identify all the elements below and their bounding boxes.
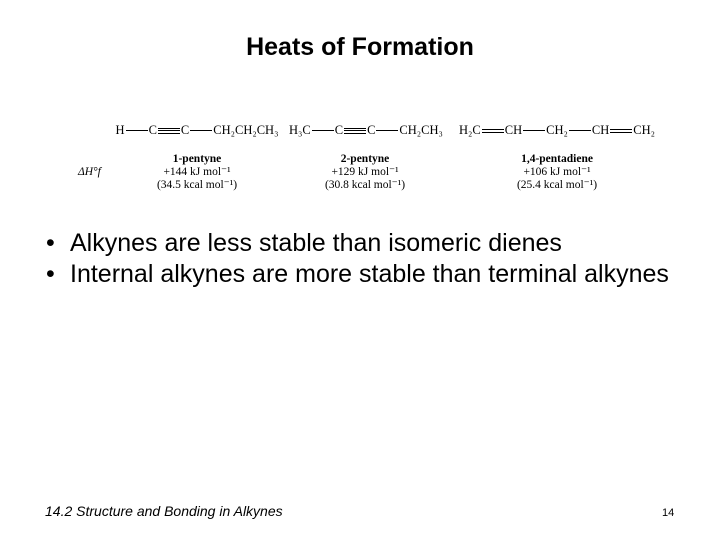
heats-of-formation-figure	[76, 124, 666, 202]
heat-kj: +129 kJ mol⁻¹	[331, 166, 399, 178]
bullet-list	[46, 228, 696, 290]
heat-kj: +106 kJ mol⁻¹	[523, 166, 591, 178]
formula-group: H₃C	[289, 123, 311, 137]
formula-group: C	[367, 123, 376, 137]
structural-formula	[289, 124, 441, 137]
formula-group: CH	[504, 123, 523, 137]
formula-group: CH₂CH₂CH₃	[213, 123, 279, 137]
bullet-text: Internal alkynes are more stable than terminal alkynes	[70, 260, 669, 288]
heat-kcal: (30.8 kcal mol⁻¹)	[324, 179, 406, 191]
compound-2-pentyne	[289, 124, 441, 192]
compound-name: 1-pentyne	[172, 153, 222, 165]
formula-group: CH	[591, 123, 610, 137]
page-number: 14	[662, 507, 675, 519]
bullet-dot: •	[46, 229, 55, 257]
structural-formula	[112, 124, 282, 137]
bullet-item	[46, 228, 696, 259]
formula-group: C	[180, 123, 190, 137]
slide-title: Heats of Formation	[246, 33, 474, 61]
heat-kj: +144 kJ mol⁻¹	[163, 166, 231, 178]
single-bond	[376, 128, 398, 134]
single-bond	[190, 128, 212, 134]
bullet-text: Alkynes are less stable than isomeric dienes	[70, 229, 562, 257]
heat-kcal: (25.4 kcal mol⁻¹)	[516, 179, 598, 191]
single-bond	[126, 128, 148, 134]
triple-bond	[344, 128, 366, 134]
triple-bond	[158, 128, 180, 134]
single-bond	[312, 128, 334, 134]
compound-1-4-pentadiene	[458, 124, 656, 192]
formula-group: H	[115, 123, 125, 137]
formula-group: C	[334, 123, 344, 137]
single-bond	[523, 128, 545, 134]
formula-group: H₂C	[459, 123, 481, 137]
bullet-dot: •	[46, 260, 55, 288]
compound-name: 2-pentyne	[340, 153, 390, 165]
formula-group: CH₂	[633, 123, 655, 137]
single-bond	[569, 128, 591, 134]
compound-1-pentyne	[112, 124, 282, 192]
compound-name: 1,4-pentadiene	[521, 153, 593, 165]
heat-kcal: (34.5 kcal mol⁻¹)	[156, 179, 238, 191]
formula-group: CH₂CH₃	[399, 123, 443, 137]
bullet-item	[46, 259, 696, 290]
double-bond	[610, 128, 632, 134]
delta-h-label: ΔH°f	[78, 166, 101, 178]
structural-formula	[458, 124, 656, 137]
formula-group: C	[148, 123, 157, 137]
double-bond	[482, 128, 504, 134]
formula-group: CH₂	[546, 123, 568, 137]
footer-section-title: 14.2 Structure and Bonding in Alkynes	[45, 503, 283, 519]
